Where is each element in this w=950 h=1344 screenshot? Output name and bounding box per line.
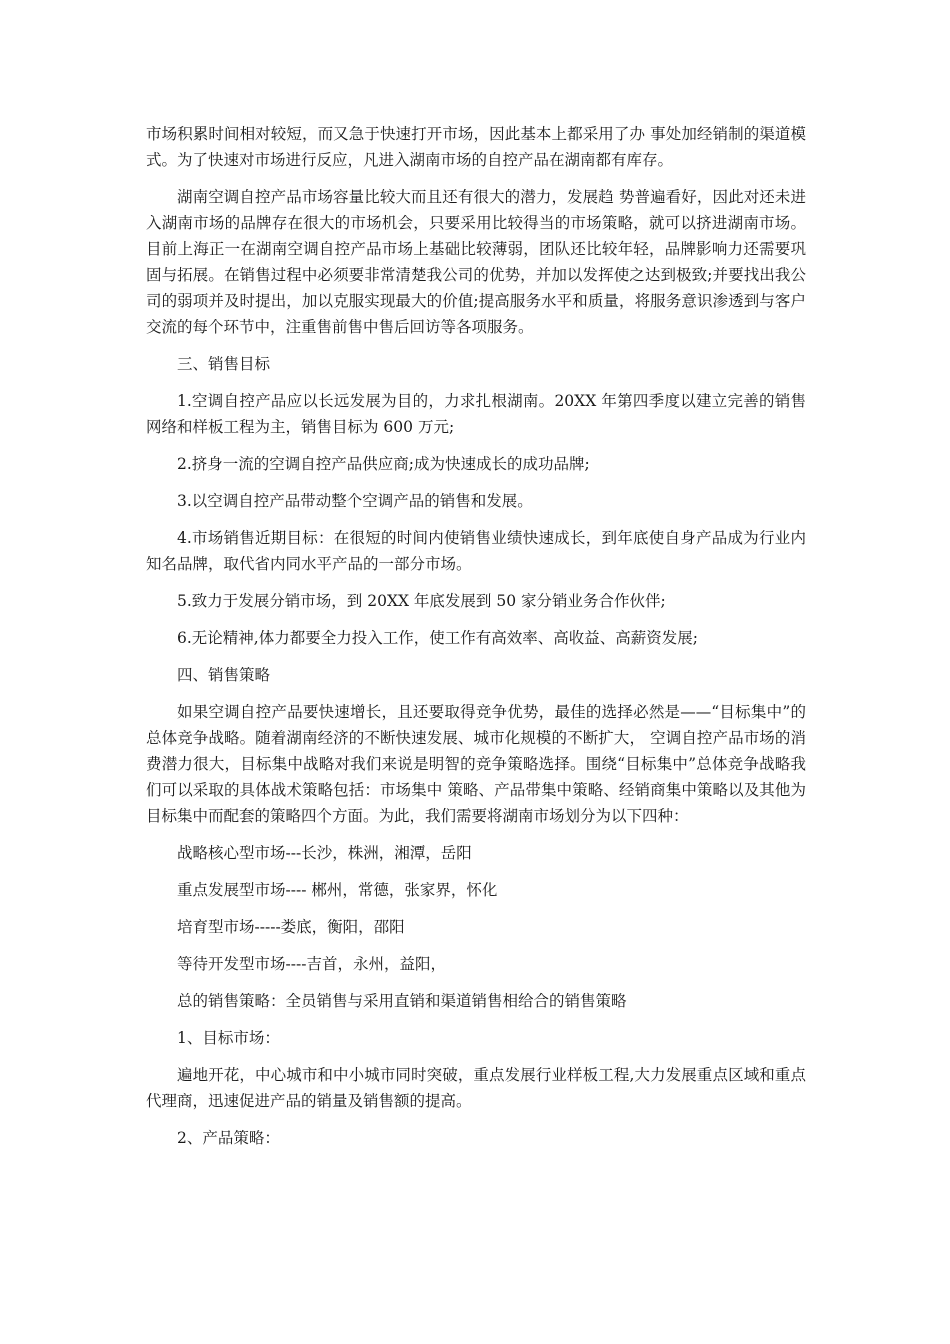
list-item-target-5: 5.致力于发展分销市场，到 20XX 年底发展到 50 家分销业务合作伙伴; [177,592,666,610]
paragraph-strategy-overview: 如果空调自控产品要快速增长，且还要取得竞争优势，最佳的选择必然是——“目标集中”的总体竞争战略。随着湖南经济的不断快速发展、城市化规模的不断扩大， 空调自控产品市场的消费潜力很大，目标集中战略对我们来说是明智的竞争策略选择。围绕“目标集中”总体竞争战略我们可以采取的具体战术策略包括：市场集中 策略、产品带集中策略、经销商集中策略以及其他为目标集中而配套的策略四个方面。为此，我们需要将湖南市场划分为以下四种： [146,703,806,825]
list-item-target-4: 4.市场销售近期目标：在很短的时间内使销售业绩快速成长，到年底使自身产品成为行业内知名品牌，取代省内同水平产品的一部分市场。 [146,529,806,573]
market-tier-key-development: 重点发展型市场---- 郴州，常德，张家界，怀化 [177,881,498,899]
market-tier-core: 战略核心型市场---长沙，株洲，湘潭，岳阳 [177,844,472,862]
list-item-target-3: 3.以空调自控产品带动整个空调产品的销售和发展。 [177,492,533,510]
list-item-target-2: 2.挤身一流的空调自控产品供应商;成为快速成长的成功品牌; [177,455,590,473]
market-tier-cultivation: 培育型市场-----娄底，衡阳，邵阳 [177,918,405,936]
list-item-target-1: 1.空调自控产品应以长远发展为目的，力求扎根湖南。20XX 年第四季度以建立完善的销售网络和样板工程为主，销售目标为 600 万元; [146,392,806,436]
subheading-product-strategy: 2、产品策略： [177,1129,280,1147]
list-item-target-6: 6.无论精神,体力都要全力投入工作，使工作有高效率、高收益、高薪资发展; [177,629,698,647]
market-tier-pending: 等待开发型市场----吉首，永州，益阳， [177,955,446,973]
paragraph-channel-mode: 市场积累时间相对较短，而又急于快速打开市场，因此基本上都采用了办 事处加经销制的渠道模式。为了快速对市场进行反应，凡进入湖南市场的自控产品在湖南都有库存。 [146,125,806,169]
paragraph-overall-strategy: 总的销售策略：全员销售与采用直销和渠道销售相给合的销售策略 [177,992,627,1010]
document-body [146,121,806,1162]
paragraph-market-analysis: 湖南空调自控产品市场容量比较大而且还有很大的潜力，发展趋 势普遍看好，因此对还未进入湖南市场的品牌存在很大的市场机会，只要采用比较得当的市场策略，就可以挤进湖南市场。 目前上海正一在湖南空调自控产品市场上基础比较薄弱，团队还比较年轻，品牌影响力还需要巩固与拓展。在销售过程中必须要非常清楚我公司的优势，并加以发挥使之达到极致;并要找出我公司的弱项并及时提出，加以克服实现最大的价值;提高服务水平和质量，将服务意识渗透到与客户交流的每个环节中，注重售前售中售后回访等各项服务。 [146,188,806,336]
paragraph-target-market: 遍地开花，中心城市和中小城市同时突破，重点发展行业样板工程,大力发展重点区域和重点代理商，迅速促进产品的销量及销售额的提高。 [146,1066,806,1110]
section-heading-sales-targets: 三、销售目标 [177,355,271,373]
subheading-target-market: 1、目标市场： [177,1029,280,1047]
section-heading-sales-strategy: 四、销售策略 [177,666,271,684]
